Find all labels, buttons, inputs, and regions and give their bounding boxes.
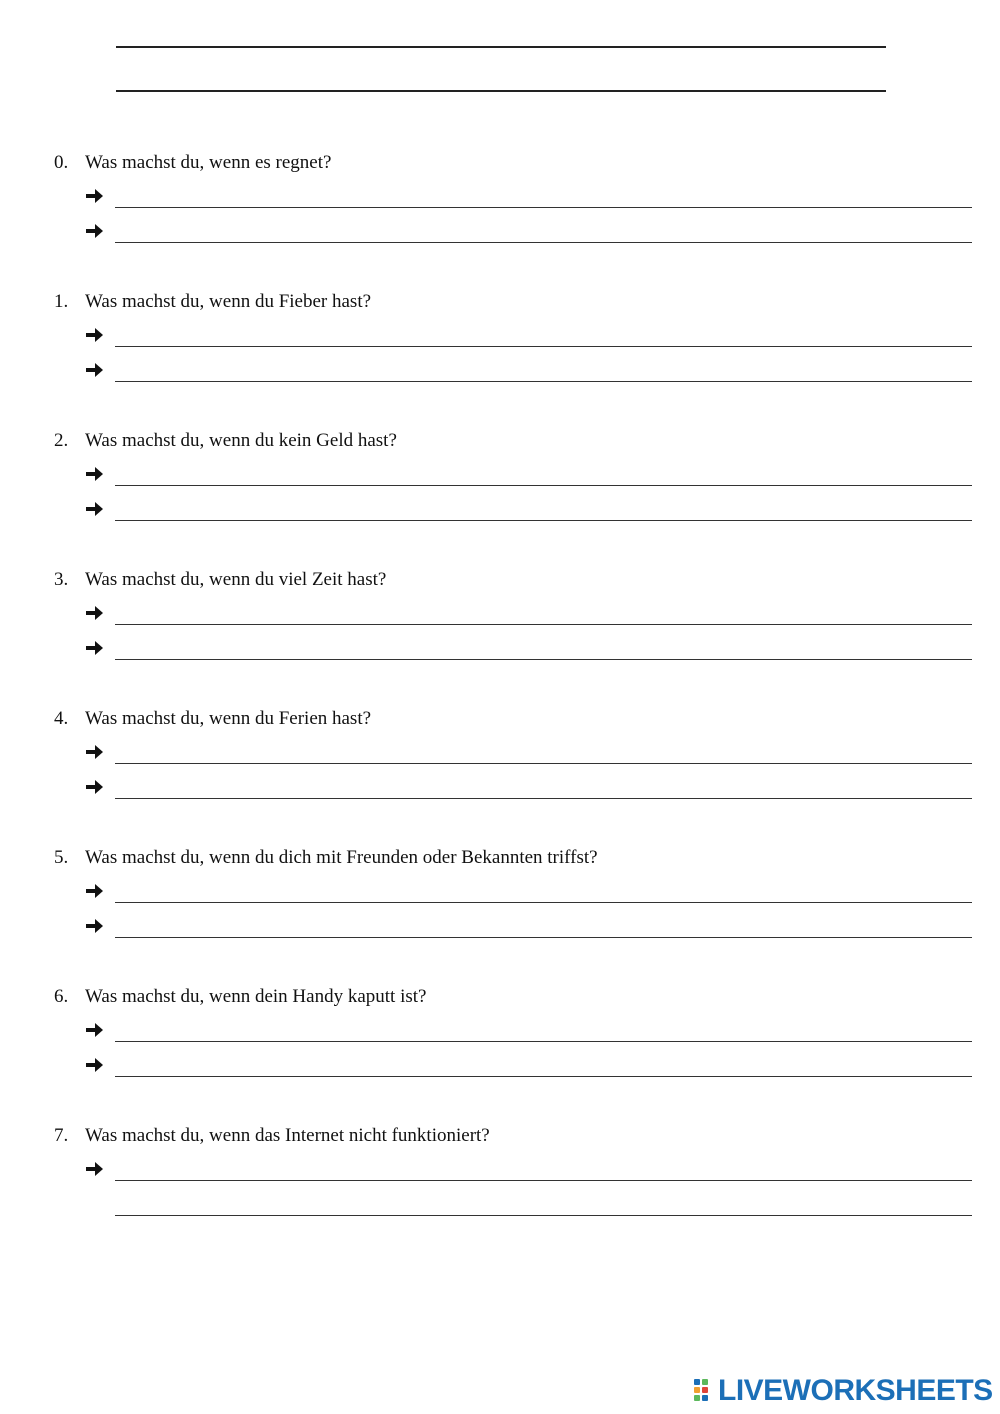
title-line-2[interactable] xyxy=(116,90,886,92)
right-arrow-icon xyxy=(84,636,106,660)
question-label: Was machst du, wenn das Internet nicht funktioniert? xyxy=(85,1125,490,1146)
answer-line[interactable] xyxy=(115,1215,972,1216)
question-block xyxy=(0,290,1000,410)
answer-row xyxy=(84,775,972,799)
right-arrow-icon xyxy=(84,879,106,903)
answer-line[interactable] xyxy=(115,207,972,208)
right-arrow-icon xyxy=(84,914,106,938)
right-arrow-icon xyxy=(84,601,106,625)
right-arrow-icon xyxy=(84,497,106,521)
question-block xyxy=(0,151,1000,271)
answer-row xyxy=(84,219,972,243)
answer-line[interactable] xyxy=(115,1180,972,1181)
question-number: 0. xyxy=(54,152,69,173)
answer-line[interactable] xyxy=(115,902,972,903)
question-number: 6. xyxy=(54,986,69,1007)
right-arrow-icon xyxy=(84,462,106,486)
answer-row xyxy=(84,184,972,208)
question-block xyxy=(0,985,1000,1105)
answer-row xyxy=(84,636,972,660)
question-label: Was machst du, wenn du kein Geld hast? xyxy=(85,430,397,451)
question-number: 7. xyxy=(54,1125,69,1146)
answer-row xyxy=(84,601,972,625)
question-label: Was machst du, wenn es regnet? xyxy=(85,152,332,173)
answer-row xyxy=(84,1018,972,1042)
question-number: 4. xyxy=(54,708,69,729)
answer-line[interactable] xyxy=(115,346,972,347)
right-arrow-icon xyxy=(84,775,106,799)
right-arrow-icon xyxy=(84,740,106,764)
answer-line[interactable] xyxy=(115,1076,972,1077)
question-number: 5. xyxy=(54,847,69,868)
question-label: Was machst du, wenn du Ferien hast? xyxy=(85,708,372,729)
answer-line[interactable] xyxy=(115,381,972,382)
question-text xyxy=(54,568,386,592)
question-label: Was machst du, wenn du viel Zeit hast? xyxy=(85,569,387,590)
question-block xyxy=(0,1124,1000,1244)
question-text xyxy=(54,429,397,453)
question-block xyxy=(0,846,1000,966)
right-arrow-icon xyxy=(84,1018,106,1042)
answer-line[interactable] xyxy=(115,485,972,486)
answer-row xyxy=(84,1157,972,1181)
answer-row xyxy=(84,462,972,486)
answer-row xyxy=(84,879,972,903)
liveworksheets-logo-icon xyxy=(694,1379,716,1401)
question-label: Was machst du, wenn du Fieber hast? xyxy=(85,291,372,312)
right-arrow-icon xyxy=(84,184,106,208)
answer-line[interactable] xyxy=(115,624,972,625)
question-block xyxy=(0,568,1000,688)
question-text xyxy=(54,707,371,731)
right-arrow-icon xyxy=(84,1053,106,1077)
answer-row xyxy=(84,1053,972,1077)
liveworksheets-logo[interactable] xyxy=(694,1374,993,1407)
answer-line[interactable] xyxy=(115,798,972,799)
question-number: 1. xyxy=(54,291,69,312)
question-text xyxy=(54,1124,490,1148)
answer-line[interactable] xyxy=(115,242,972,243)
question-block xyxy=(0,429,1000,549)
question-text xyxy=(54,846,598,870)
question-label: Was machst du, wenn dein Handy kaputt ist? xyxy=(85,986,427,1007)
question-number: 2. xyxy=(54,430,69,451)
question-label: Was machst du, wenn du dich mit Freunden oder Bekannten triffst? xyxy=(85,847,598,868)
question-text xyxy=(54,151,331,175)
answer-row xyxy=(84,1192,972,1216)
title-line-1[interactable] xyxy=(116,46,886,48)
question-block xyxy=(0,707,1000,827)
right-arrow-icon xyxy=(84,323,106,347)
answer-row xyxy=(84,358,972,382)
answer-line[interactable] xyxy=(115,763,972,764)
question-text xyxy=(54,985,426,1009)
question-text xyxy=(54,290,371,314)
answer-row xyxy=(84,323,972,347)
logo-text: LIVEWORKSHEETS xyxy=(718,1374,993,1407)
answer-row xyxy=(84,497,972,521)
answer-line[interactable] xyxy=(115,937,972,938)
right-arrow-icon xyxy=(84,1157,106,1181)
answer-line[interactable] xyxy=(115,659,972,660)
answer-row xyxy=(84,740,972,764)
answer-line[interactable] xyxy=(115,520,972,521)
answer-row xyxy=(84,914,972,938)
question-number: 3. xyxy=(54,569,69,590)
answer-line[interactable] xyxy=(115,1041,972,1042)
right-arrow-icon xyxy=(84,358,106,382)
right-arrow-icon xyxy=(84,219,106,243)
